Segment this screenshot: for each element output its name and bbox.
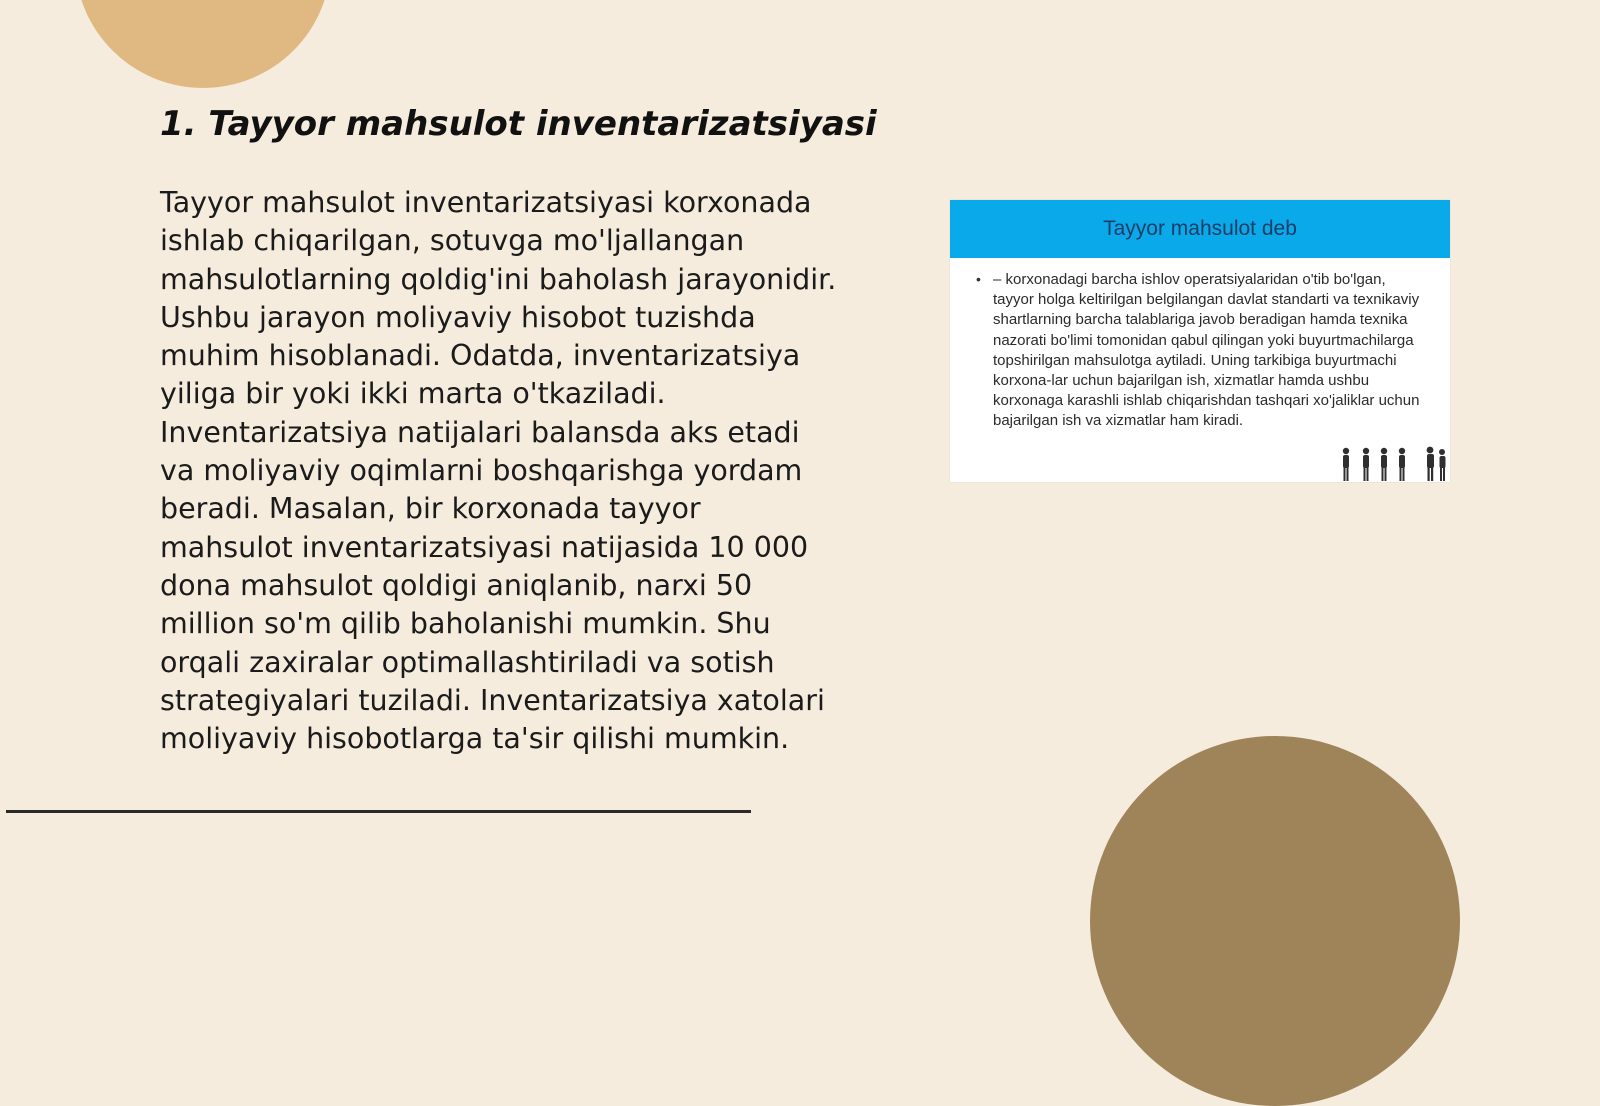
people-silhouettes-icon <box>1332 446 1450 482</box>
card-bullet-item: • – korxonadagi barcha ishlov operatsiyalaridan o'tib bo'lgan, tayyor holga keltirilgan belgilangan davlat standarti va texnikaviy shartlarning barcha talablariga javob beradigan hamda texnika nazorati bo'limi tomonidan qabul qilingan yoki buyurtmachilarga topshirilgan mahsulotga aytiladi. Uning tarkibiga buyurtmachi korxona-lar uchun bajarilgan ish, xizmatlar hamda ushbu korxonaga karashli ishlab chiqarishdan tashqari xo'jaliklar uchun bajarilgan ish va xizmatlar ham kiradi. <box>978 270 1420 432</box>
card-header: Tayyor mahsulot deb <box>950 200 1450 258</box>
decorative-circle-bottom <box>1090 736 1460 1106</box>
card-bullet-list <box>950 258 1450 432</box>
decorative-circle-top <box>75 0 331 88</box>
slide-body-text: Tayyor mahsulot inventarizatsiyasi korxonada ishlab chiqarilgan, sotuvga mo'ljallangan mahsulotlarning qoldig'ini baholash jarayonidir. Ushbu jarayon moliyaviy hisobot tuzishda muhim hisoblanadi. Odatda, inventarizatsiya yiliga bir yoki ikki marta o'tkaziladi. Inventarizatsiya natijalari balansda aks etadi va moliyaviy oqimlarni boshqarishga yordam beradi. Masalan, bir korxonada tayyor mahsulot inventarizatsiyasi natijasida 10 000 dona mahsulot qoldigi aniqlanib, narxi 50 million so'm qilib baholanishi mumkin. Shu orqali zaxiralar optimallashtiriladi va sotish strategiyalari tuziladi. Inventarizatsiya xatolari moliyaviy hisobotlarga ta'sir qilishi mumkin. <box>160 186 837 756</box>
definition-card <box>950 200 1450 482</box>
slide-title: 1. Tayyor mahsulot inventarizatsiyasi <box>160 104 877 144</box>
divider-line <box>6 810 751 813</box>
